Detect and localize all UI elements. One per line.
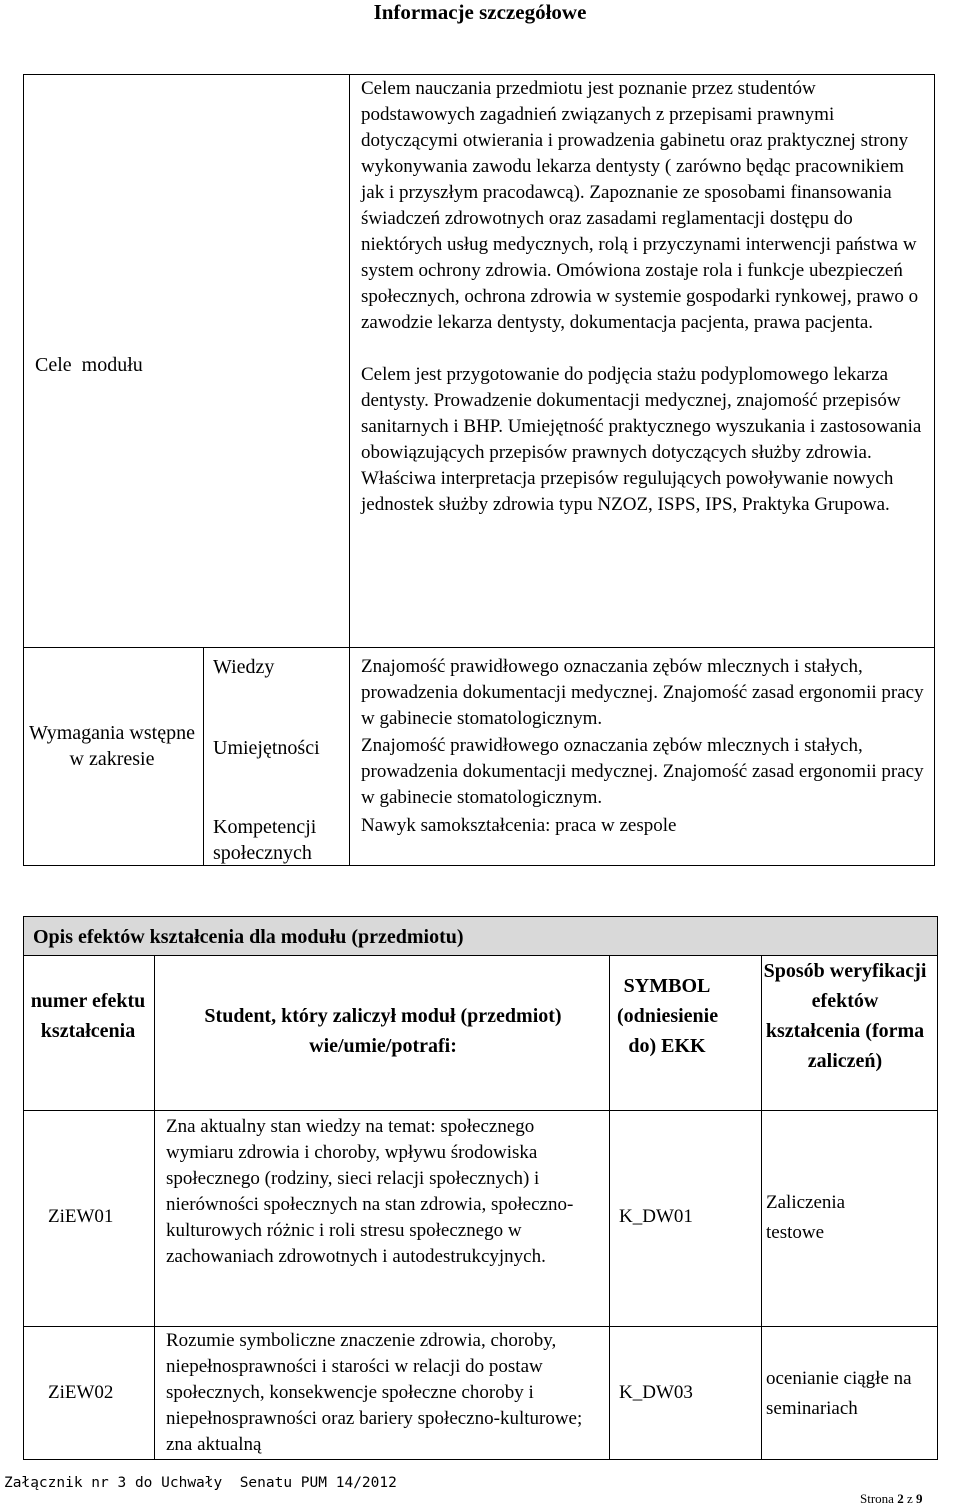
requirements-category-skills: Umiejętności [213, 737, 320, 759]
requirements-category-knowledge: Wiedzy [213, 656, 275, 678]
page-current: 2 [897, 1491, 904, 1506]
goals-paragraph-1: Celem nauczania przedmiotu jest poznanie przez studentów podstawowych zagadnień związanych z przepisami prawnymi dotyczącymi otwierania i prowadzenia gabinetu oraz praktycznej strony wykonywania zawodu lekarza dentysty ( zarówno będąc pracownikiem jak i przyszłym pracodawcą). Zapoznanie ze sposobami finansowania świadczeń zdrowotnych oraz zasadami reglamentacji dostępu do niektórych usług medycznych, rolą i przyczynami interwencji państwa w system ochrony zdrowia. Omówiona zostaje rola i funkcje ubezpieczeń społecznych, ochrona zdrowia w systemie gospodarki rynkowej, prawo o zawodzie lekarza dentysty, dokumentacja pacjenta, prawa pacjenta. [361, 78, 919, 333]
requirements-text-knowledge: Znajomość prawidłowego oznaczania zębów mlecznych i stałych, prowadzenia dokumentacji medycznej. Znajomość zasad ergonomii pracy w gabinecie stomatologicznym. [361, 656, 924, 729]
outcome-code: ZiEW02 [48, 1382, 114, 1403]
outcome-method: ocenianie ciągłe na seminariach [766, 1368, 912, 1419]
outcome-symbol: K_DW01 [619, 1206, 693, 1227]
requirements-text-social: Nawyk samokształcenia: praca w zespole [361, 815, 677, 836]
outcomes-col-method: Sposób weryfikacji efektów kształcenia (forma zaliczeń) [763, 960, 927, 1072]
outcome-text: Zna aktualny stan wiedzy na temat: społecznego wymiaru zdrowia i choroby, wpływu środowiska społecznego (rodziny, sieci relacji społecznych) i nierówności społecznych na stan zdrowia, społeczno-kulturowych różnic i roli stresu społecznego w zachowaniach zdrowotnych i autodestrukcyjnych. [166, 1116, 574, 1267]
outcome-method: Zaliczenia testowe [766, 1192, 846, 1243]
footer-attachment-note: Załącznik nr 3 do Uchwały Senatu PUM 14/2012 [4, 1475, 397, 1491]
outcomes-col-student: Student, który zaliczył moduł (przedmiot) wie/umie/potrafi: [204, 1005, 562, 1057]
requirements-label: Wymagania wstępne w zakresie [29, 722, 195, 770]
page-number [860, 1490, 922, 1508]
requirements-text-skills: Znajomość prawidłowego oznaczania zębów mlecznych i stałych, prowadzenia dokumentacji medycznej. Znajomość zasad ergonomii pracy w gabinecie stomatologicznym. [361, 735, 924, 808]
goals-label: Cele modułu [35, 354, 143, 376]
goals-paragraph-2: Celem jest przygotowanie do podjęcia stażu podyplomowego lekarza dentysty. Prowadzenie dokumentacji medycznej, znajomość przepisów sanitarnych i BHP. Umiejętność praktycznego wyszukania i zastosowania obowiązujących przepisów prawnych dotyczących służby zdrowia. Właściwa interpretacja przepisów regulujących powoływanie nowych jednostek służby zdrowia typu NZOZ, ISPS, IPS, Praktyka Grupowa. [361, 364, 922, 515]
goals-text [361, 76, 931, 518]
outcome-code: ZiEW01 [48, 1206, 114, 1227]
outcomes-col-symbol: SYMBOL (odniesienie do) EKK [617, 975, 719, 1057]
outcomes-header: Opis efektów kształcenia dla modułu (przedmiotu) [23, 916, 938, 956]
outcomes-col-number: numer efektu kształcenia [30, 990, 146, 1042]
outcome-text: Rozumie symboliczne znaczenie zdrowia, choroby, niepełnosprawności i starości w relacji do postaw społecznych, konsekwencje społeczne choroby i niepełnosprawności oraz bariery społeczno-kulturowe; zna aktualną [166, 1330, 583, 1455]
outcome-symbol: K_DW03 [619, 1382, 693, 1403]
page-middle: z [903, 1491, 916, 1506]
page-prefix: Strona [860, 1491, 898, 1506]
page-total: 9 [915, 1491, 923, 1506]
page-title: Informacje szczegółowe [373, 0, 587, 24]
requirements-category-social: Kompetencji społecznych [213, 816, 317, 864]
